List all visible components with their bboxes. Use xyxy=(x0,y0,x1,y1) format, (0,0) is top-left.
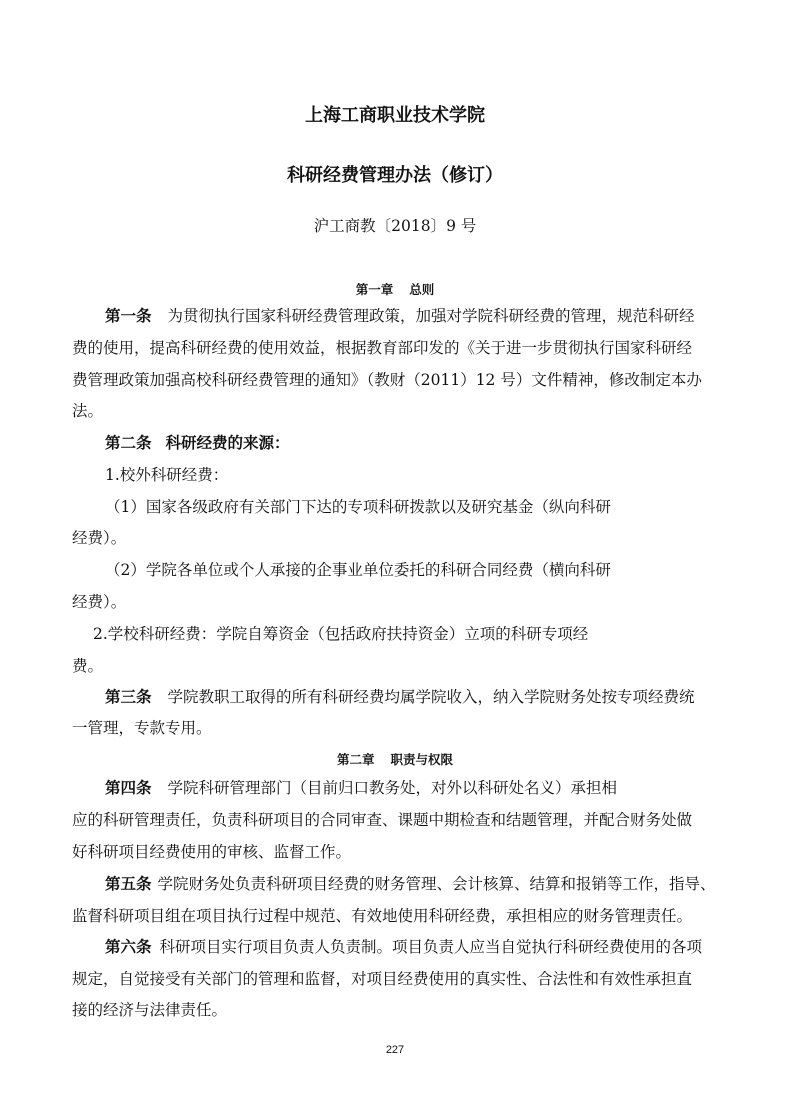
chapter-heading xyxy=(0,280,790,300)
chapter-heading xyxy=(0,750,790,770)
article-text: 学院教职工取得的所有科研经费均属学院收入，纳入学院财务处按专项经费统 xyxy=(167,688,695,706)
article-line: 费管理政策加强高校科研经费管理的通知》（教财（2011）12 号）文件精神，修改制定本办 xyxy=(72,371,702,389)
article-line: 规定，自觉接受有关部门的管理和监督，对项目经费使用的真实性、合法性和有效性承担直 xyxy=(72,970,693,988)
article-label: 第六条 xyxy=(105,938,152,956)
page-number: 227 xyxy=(385,1044,405,1056)
list-item: 费。 xyxy=(72,657,104,675)
article-line xyxy=(105,687,695,707)
article-line: 好科研项目经费使用的审核、监督工作。 xyxy=(72,843,352,861)
article-text: 学院财务处负责科研项目经费的财务管理、会计核算、结算和报销等工作，指导、 xyxy=(157,875,716,893)
article-label: 第二条 xyxy=(105,434,152,452)
article-label: 第五条 xyxy=(105,875,152,893)
article-label: 第三条 xyxy=(105,688,152,706)
chapter-name: 职责与权限 xyxy=(390,752,454,767)
article-line: 监督科研项目组在项目执行过程中规范、有效地使用科研经费，承担相应的财务管理责任。 xyxy=(72,907,693,925)
article-line: 法。 xyxy=(72,402,104,420)
article-line: 接的经济与法律责任。 xyxy=(72,1001,228,1019)
chapter-number: 第一章 xyxy=(355,282,394,297)
article-label: 第一条 xyxy=(105,307,152,325)
list-item: 经费）。 xyxy=(72,593,127,611)
chapter-name: 总则 xyxy=(409,282,435,297)
list-item: 经费）。 xyxy=(72,529,127,547)
article-line: 费的使用，提高科研经费的使用效益，根据教育部印发的《关于进一步贯彻执行国家科研经 xyxy=(72,339,693,357)
article-text: 科研项目实行项目负责人负责制。项目负责人应当自觉执行科研经费使用的各项 xyxy=(159,938,703,956)
list-item: （2）学院各单位或个人承接的企事业单位委托的科研合同经费（横向科研 xyxy=(105,561,611,579)
list-item: 1.校外科研经费： xyxy=(105,466,229,484)
document-title: 科研经费管理办法（修订） xyxy=(287,165,503,186)
list-item: （1）国家各级政府有关部门下达的专项科研拨款以及研究基金（纵向科研 xyxy=(105,498,611,516)
article-heading: 科研经费的来源： xyxy=(165,434,290,452)
article-line xyxy=(105,874,716,894)
document-number: 沪工商教〔2018〕9 号 xyxy=(313,217,477,235)
article-line: 一管理，专款专用。 xyxy=(72,719,212,737)
list-item: 2.学校科研经费：学院自筹资金（包括政府扶持资金）立项的科研专项经 xyxy=(93,625,589,643)
article-text: 为贯彻执行国家科研经费管理政策，加强对学院科研经费的管理，规范科研经 xyxy=(167,307,695,325)
article-line xyxy=(105,937,702,957)
article-line: 应的科研管理责任，负责科研项目的合同审查、课题中期检查和结题管理，并配合财务处做 xyxy=(72,811,693,829)
article-label: 第四条 xyxy=(105,779,152,797)
article-line xyxy=(105,433,290,453)
article-line xyxy=(105,306,695,326)
school-name: 上海工商职业技术学院 xyxy=(305,105,485,126)
article-line xyxy=(105,778,617,798)
article-text: 学院科研管理部门（目前归口教务处，对外以科研处名义）承担相 xyxy=(167,779,618,797)
chapter-number: 第二章 xyxy=(336,752,375,767)
